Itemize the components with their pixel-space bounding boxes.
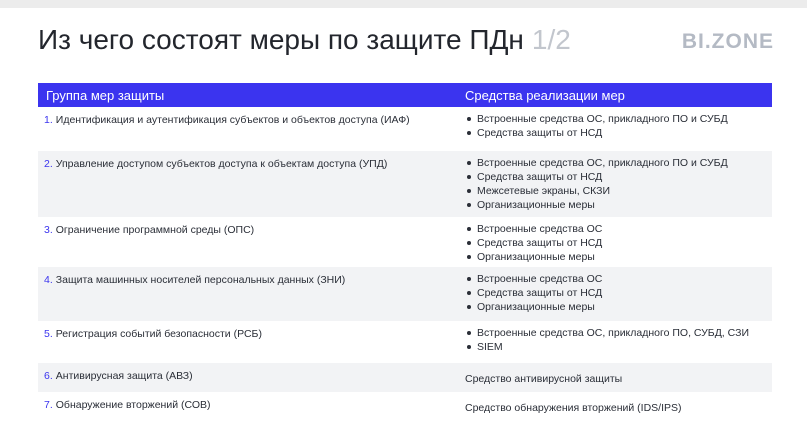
bullet-icon [467,331,471,335]
list-item [465,156,772,170]
list-item [465,300,772,314]
bullet-icon [467,255,471,259]
means-item: SIEM [477,341,503,353]
list-item [465,236,772,250]
row-number: 3. [44,224,53,236]
means-item: Межсетевые экраны, СКЗИ [477,185,611,197]
row-number: 7. [44,399,53,411]
top-strip [0,0,807,8]
means-cell [458,363,772,392]
row-number: 6. [44,370,53,382]
table-header [38,83,772,107]
list-item [465,250,772,264]
group-name: Идентификация и аутентификация субъектов и объектов доступа (ИАФ) [55,114,410,126]
group-name: Обнаружение вторжений (СОВ) [55,399,211,411]
means-item: Встроенные средства ОС, прикладного ПО и СУБД [477,157,728,169]
bullet-icon [467,227,471,231]
list-item [465,126,772,140]
table-row [38,392,772,421]
list-item [465,170,772,184]
means-cell [458,267,772,321]
means-item: Встроенные средства ОС [477,273,603,285]
list-item [465,340,772,354]
means-text: Средство антивирусной защиты [465,373,623,385]
slide-header [38,20,778,64]
list-item [465,198,772,212]
means-cell [458,321,772,363]
group-name: Управление доступом субъектов доступа к объектам доступа (УПД) [55,158,388,170]
table-row [38,151,772,217]
means-item: Средства защиты от НСД [477,237,603,249]
slide-title-text: Из чего состоят меры по защите ПДн [38,24,524,55]
bullet-icon [467,189,471,193]
slide-page-number: 1/2 [531,24,571,55]
means-item: Организационные меры [477,199,595,211]
bullet-icon [467,291,471,295]
means-item: Организационные меры [477,301,595,313]
group-cell [38,217,458,267]
means-item: Средства защиты от НСД [477,127,603,139]
bullet-icon [467,175,471,179]
group-name: Защита машинных носителей персональных данных (ЗНИ) [55,274,346,286]
means-list [465,272,772,314]
bullet-icon [467,203,471,207]
list-item [465,272,772,286]
means-text: Средство обнаружения вторжений (IDS/IPS) [465,402,682,414]
bullet-icon [467,117,471,121]
table-row [38,217,772,267]
measures-table [38,83,772,421]
means-cell [458,107,772,151]
list-item [465,112,772,126]
table-row [38,267,772,321]
means-cell [458,151,772,217]
row-number: 4. [44,274,53,286]
bullet-icon [467,345,471,349]
means-list [465,326,772,354]
slide-title [38,24,571,56]
group-cell [38,392,458,421]
means-list [465,112,772,140]
row-number: 2. [44,158,53,170]
bullet-icon [467,161,471,165]
means-cell [458,217,772,267]
column-header-group: Группа мер защиты [46,87,165,103]
means-list [465,156,772,212]
group-name: Ограничение программной среды (ОПС) [55,224,255,236]
table-row [38,363,772,392]
means-item: Средства защиты от НСД [477,171,603,183]
group-cell [38,107,458,151]
group-cell [38,363,458,392]
means-item: Средства защиты от НСД [477,287,603,299]
means-item: Встроенные средства ОС [477,223,603,235]
group-cell [38,151,458,217]
bullet-icon [467,277,471,281]
bullet-icon [467,131,471,135]
means-item: Организационные меры [477,251,595,263]
bullet-icon [467,241,471,245]
table-row [38,107,772,151]
list-item [465,222,772,236]
row-number: 5. [44,328,53,340]
means-list [465,222,772,264]
group-name: Антивирусная защита (АВЗ) [55,370,193,382]
means-item: Встроенные средства ОС, прикладного ПО, СУБД, СЗИ [477,327,750,339]
list-item [465,286,772,300]
group-cell [38,321,458,363]
group-name: Регистрация событий безопасности (РСБ) [55,328,262,340]
bullet-icon [467,305,471,309]
means-cell [458,392,772,421]
row-number: 1. [44,114,53,126]
list-item [465,326,772,340]
column-header-means: Средства реализации мер [465,87,625,103]
means-item: Встроенные средства ОС, прикладного ПО и СУБД [477,113,728,125]
table-row [38,321,772,363]
list-item [465,184,772,198]
group-cell [38,267,458,321]
bizone-logo: BI.ZONE [681,30,774,53]
